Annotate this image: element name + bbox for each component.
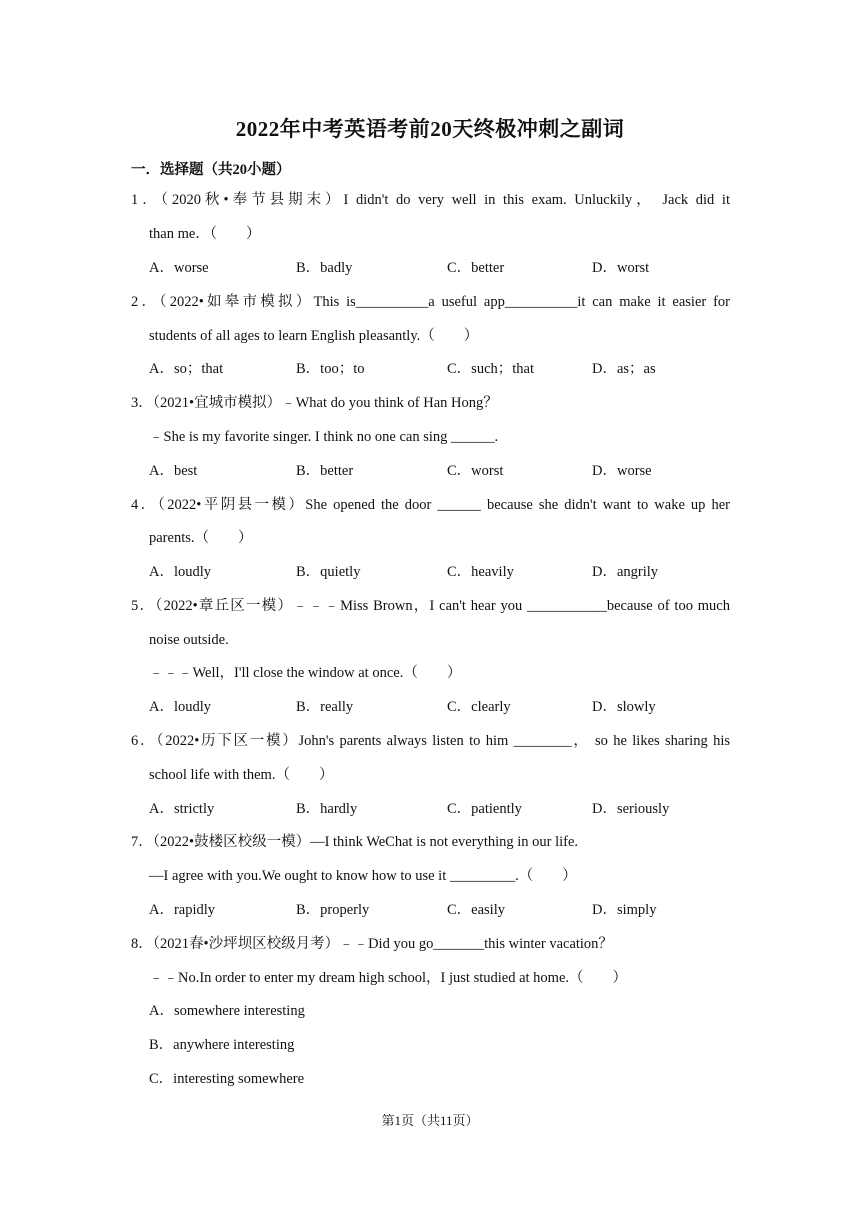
question-5-line-3: ﹣﹣﹣Well，I'll close the window at once.（ ） <box>149 665 462 681</box>
question-6-option-b: B．hardly <box>296 801 358 817</box>
question-2-option-d: D．as；as <box>592 361 656 377</box>
question-7-line-1: 7．（2022•鼓楼区校级一模）—I think WeChat is not everything in our life. <box>131 834 579 850</box>
question-6-line-1: 6．（2022•历下区一模）John's parents always listen to him ________， so he likes sharing his <box>131 733 730 749</box>
page-title: 2022年中考英语考前20天终极冲刺之副词 <box>235 117 625 141</box>
page-footer: 第1页（共11页） <box>381 1113 479 1128</box>
question-2-option-a: A．so；that <box>149 361 224 377</box>
question-6-option-d: D．seriously <box>592 801 670 817</box>
question-7-option-a: A．rapidly <box>149 902 216 918</box>
question-4-line-1: 4．（2022•平阴县一模）She opened the door ______ because she didn't want to wake up her <box>131 497 730 513</box>
question-6-line-2: school life with them.（ ） <box>149 767 334 783</box>
question-5-option-a: A．loudly <box>149 699 212 715</box>
question-1-option-a: A．worse <box>149 260 209 276</box>
question-8-line-1: 8．（2021春•沙坪坝区校级月考）﹣﹣Did you go_______this winter vacation？ <box>131 936 613 952</box>
question-4-option-c: C．heavily <box>447 564 514 580</box>
question-1-line-2: than me．（ ） <box>149 226 261 242</box>
question-7-option-d: D．simply <box>592 902 657 918</box>
question-3-option-c: C．worst <box>447 463 504 479</box>
question-3-line-2: ﹣She is my favorite singer. I think no one can sing ______. <box>149 429 499 445</box>
question-3-option-d: D．worse <box>592 463 652 479</box>
question-5-line-1: 5．（2022•章丘区一模）﹣﹣﹣Miss Brown，I can't hear you ___________because of too much <box>131 598 730 614</box>
question-5-line-2: noise outside. <box>149 632 229 648</box>
question-2-option-c: C．such；that <box>447 361 534 377</box>
question-6-option-a: A．strictly <box>149 801 215 817</box>
question-5-option-c: C．clearly <box>447 699 511 715</box>
question-7-option-c: C．easily <box>447 902 505 918</box>
question-4-option-b: B．quietly <box>296 564 361 580</box>
question-1-option-d: D．worst <box>592 260 650 276</box>
question-8-line-2: ﹣﹣No.In order to enter my dream high school，I just studied at home.（ ） <box>149 970 628 986</box>
question-4-option-d: D．angrily <box>592 564 659 580</box>
question-2-line-2: students of all ages to learn English pleasantly.（ ） <box>149 328 479 344</box>
question-4-line-2: parents.（ ） <box>149 530 253 546</box>
question-7-line-2: —I agree with you.We ought to know how to use it _________.（ ） <box>149 868 577 884</box>
question-1-option-c: C．better <box>447 260 505 276</box>
question-8-option-b: B．anywhere interesting <box>149 1037 295 1053</box>
question-5-option-b: B．really <box>296 699 354 715</box>
question-2-line-1: 2．（2022•如皋市模拟）This is__________a useful app__________it can make it easier for <box>131 294 730 310</box>
question-2-option-b: B．too；to <box>296 361 365 377</box>
question-7-option-b: B．properly <box>296 902 370 918</box>
question-1-line-1: 1．（2020秋•奉节县期末）I didn't do very well in this exam. Unluckily， Jack did it <box>131 192 730 208</box>
question-3-option-a: A．best <box>149 463 198 479</box>
question-8-option-c: C．interesting somewhere <box>149 1071 305 1087</box>
question-6-option-c: C．patiently <box>447 801 522 817</box>
question-4-option-a: A．loudly <box>149 564 212 580</box>
question-3-option-b: B．better <box>296 463 354 479</box>
question-8-option-a: A．somewhere interesting <box>149 1003 305 1019</box>
question-3-line-1: 3．（2021•宜城市模拟）﹣What do you think of Han Hong？ <box>131 395 498 411</box>
question-1-option-b: B．badly <box>296 260 353 276</box>
section-heading: 一．选择题（共20小题） <box>131 162 291 178</box>
question-5-option-d: D．slowly <box>592 699 656 715</box>
